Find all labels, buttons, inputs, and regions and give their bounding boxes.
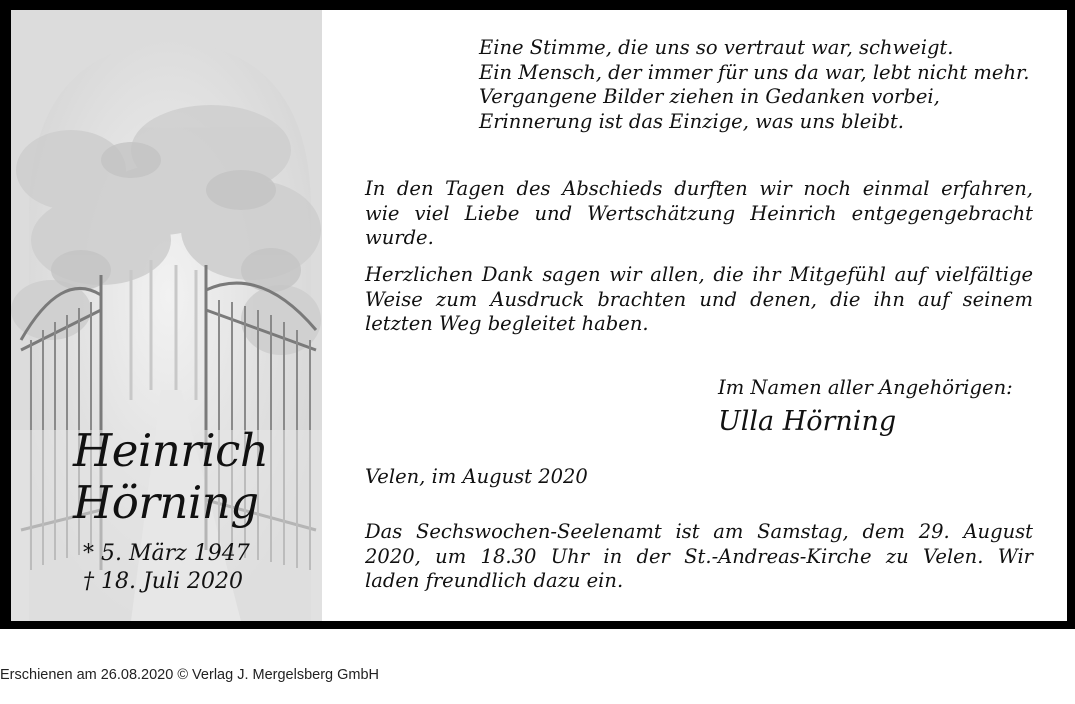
birth-date: * 5. März 1947: [83, 541, 250, 566]
paragraph-line: Herzlichen Dank sagen wir allen, die ihr Mitgefühl auf vielfältige: [365, 263, 1033, 286]
life-dates: [83, 540, 313, 596]
gate-illustration: [11, 10, 322, 621]
paragraph-line: wie viel Liebe und Wertschätzung Heinrich entgegengebracht: [365, 201, 1033, 225]
paragraph-line: wurde.: [365, 226, 434, 249]
paragraph-line: In den Tagen des Abschieds durften wir noch einmal erfahren,: [365, 177, 1033, 200]
deceased-first-name: Heinrich: [73, 424, 269, 477]
publication-footer: Erschienen am 26.08.2020 © Verlag J. Mergelsberg GmbH: [0, 667, 380, 683]
death-date: † 18. Juli 2020: [83, 569, 244, 594]
paragraph-line: 2020, um 18.30 Uhr in der St.-Andreas-Kirche zu Velen. Wir: [365, 544, 1033, 568]
poem-line: Eine Stimme, die uns so vertraut war, schweigt.: [479, 36, 954, 59]
notice-card: [11, 10, 1067, 621]
poem: [479, 36, 1059, 134]
deceased-last-name: Hörning: [73, 476, 259, 529]
service-paragraph: [365, 520, 1033, 594]
deceased-name: [73, 425, 313, 529]
farewell-paragraph: [365, 177, 1033, 251]
cemetery-gate-photo: [11, 10, 322, 621]
poem-line: Vergangene Bilder ziehen in Gedanken vorbei,: [479, 85, 940, 108]
place-date: Velen, im August 2020: [365, 465, 588, 488]
poem-line: Erinnerung ist das Einzige, was uns bleibt.: [479, 109, 904, 133]
signature-intro: Im Namen aller Angehörigen:: [718, 376, 1013, 399]
paragraph-line: laden freundlich dazu ein.: [365, 569, 624, 592]
signature-name: Ulla Hörning: [718, 406, 897, 437]
poem-line: Ein Mensch, der immer für uns da war, lebt nicht mehr.: [479, 60, 1030, 84]
thanks-paragraph: [365, 263, 1033, 337]
paragraph-line: Weise zum Ausdruck brachten und denen, die ihn auf seinem: [365, 287, 1033, 311]
paragraph-line: letzten Weg begleitet haben.: [365, 312, 649, 335]
paragraph-line: Das Sechswochen-Seelenamt ist am Samstag, dem 29. August: [365, 520, 1033, 543]
